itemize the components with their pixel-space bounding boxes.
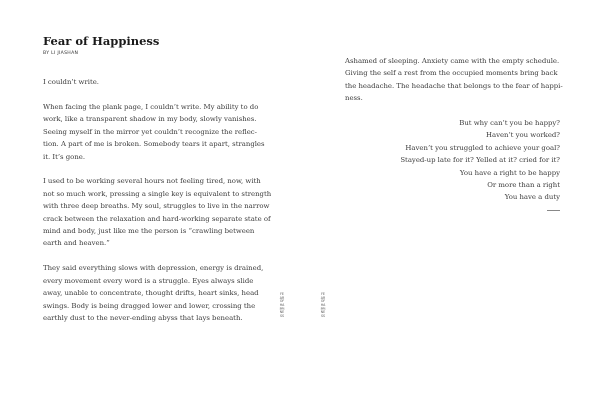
text-line: every movement every word is a struggle. Eyes always slide [43, 276, 254, 285]
text-line: Seeing myself in the mirror yet couldn’t recognize the reflec- [43, 127, 257, 136]
right-column-body [345, 55, 565, 105]
text-line: away, unable to concentrate, thought drifts, heart sinks, head [43, 289, 259, 298]
paragraph-3 [43, 175, 272, 249]
paragraph-5 [345, 55, 565, 105]
article-title: Fear of Happiness [43, 34, 160, 48]
text-line: swings. Body is being dragged lower and lower, crossing the [43, 301, 256, 310]
text-line: not so much work, pressing a single key is equivalent to strength [43, 189, 272, 198]
poem-line: You have a duty [504, 193, 560, 202]
poem-line: Stayed-up late for it? Yelled at it? cried for it? [400, 156, 560, 165]
right-page [300, 0, 600, 420]
poem-line: Or more than a right [487, 181, 560, 190]
poem-line: Haven’t you struggled to achieve your goal? [405, 143, 560, 152]
text-line: When facing the plank page, I couldn’t write. My ability to do [43, 102, 259, 111]
poem-line: You have a right to be happy [459, 168, 560, 177]
text-line: the headache. The headache that belongs to the fear of happi- [345, 81, 563, 90]
text-line: I couldn’t write. [43, 78, 99, 86]
text-line: with three deep breaths. My soul, struggles to live in the narrow [43, 202, 270, 211]
text-line: mind and body, just like me the person is “crawling between [43, 227, 255, 236]
text-line: Giving the self a rest from the occupied moments bring back [345, 69, 558, 78]
text-line: crack between the relaxation and hard-working separate state of [43, 214, 271, 223]
poem-line: But why can’t you be happy? [459, 119, 560, 127]
text-line: earth and heaven.” [43, 239, 110, 248]
text-line: it. It’s gone. [43, 152, 86, 161]
article-byline: BY LI JIASHAN [43, 51, 79, 56]
paragraph-4 [43, 262, 269, 324]
text-line: Ashamed of sleeping. Anxiety came with the empty schedule. [345, 57, 560, 65]
text-line: I used to be working several hours not feeling tired, now, with [43, 177, 261, 186]
text-line: tion. A part of me is broken. Somebody tears it apart, strangles [43, 140, 265, 149]
spine-text-right: FEAR OF HAPPINESS [320, 292, 326, 318]
paragraph-1 [43, 76, 269, 88]
text-line: work, like a transparent shadow in my body, slowly vanishes. [43, 115, 257, 124]
paragraph-2 [43, 101, 269, 163]
text-line: earthly dust to the never-ending abyss that lays beneath. [43, 314, 243, 322]
poem-verse [400, 117, 560, 204]
poem-line: Haven’t you worked? [485, 131, 560, 140]
end-rule-divider [547, 210, 560, 211]
left-column-body [43, 76, 272, 337]
text-line: ness. [345, 94, 363, 103]
text-line: They said everything slows with depression, energy is drained, [43, 264, 264, 273]
spine-text-left: FEAR OF HAPPINESS [279, 292, 285, 318]
